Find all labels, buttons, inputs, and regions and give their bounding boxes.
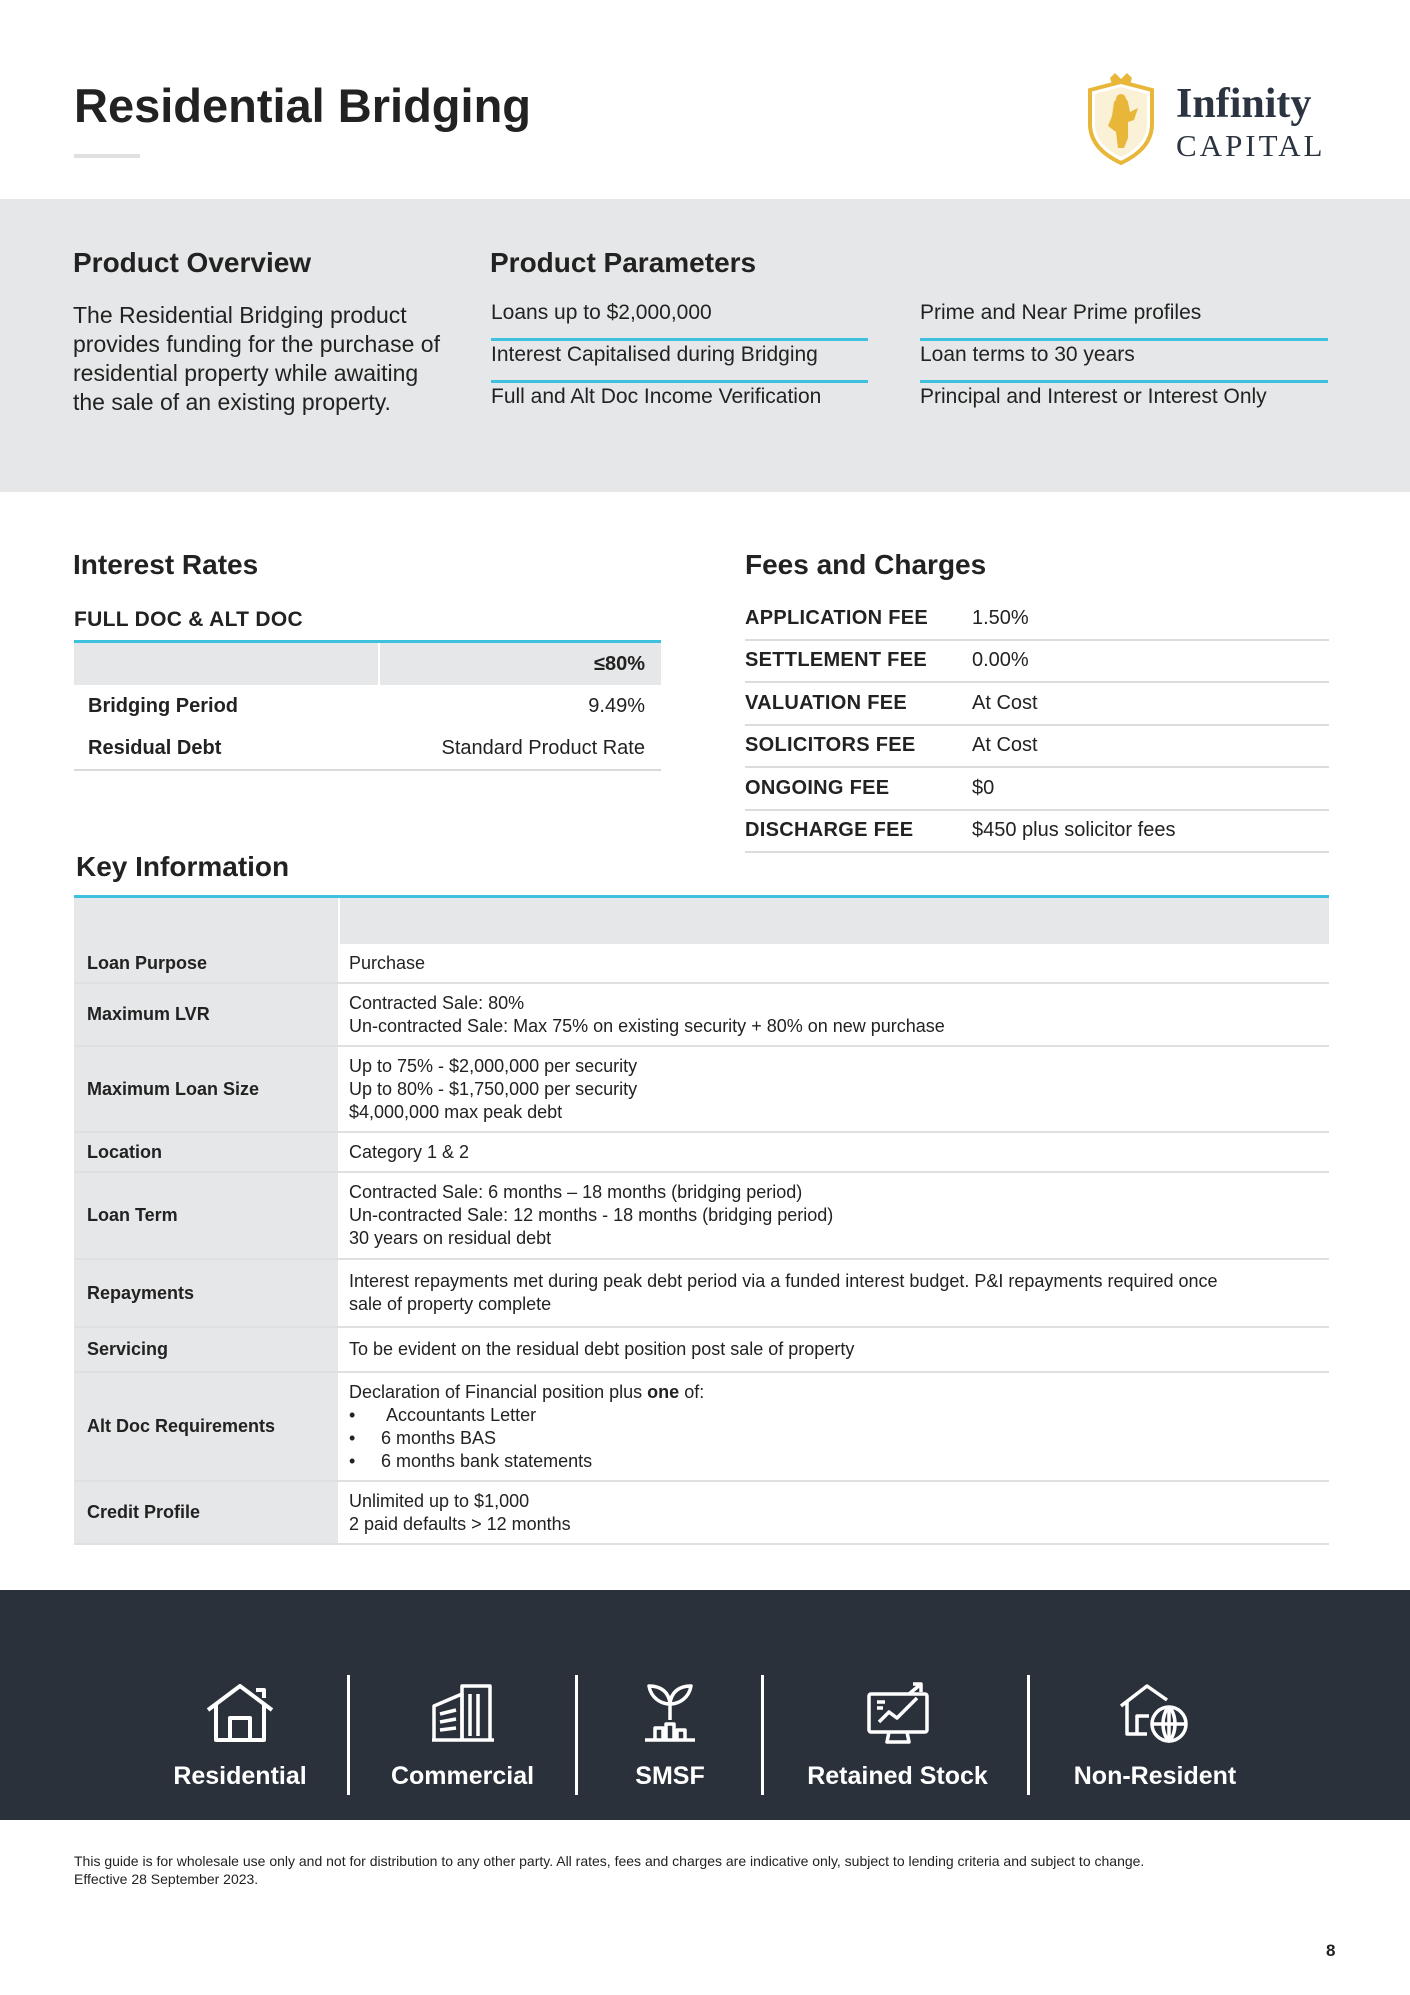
product-overview-text [73,301,459,417]
bullet-item [349,1450,1319,1473]
product-label: Non-Resident [1073,1762,1237,1790]
fee-label: SOLICITORS FEE [745,734,916,757]
fee-label: ONGOING FEE [745,776,890,799]
fee-value: At Cost [972,734,1038,757]
key-info-value [340,944,1329,982]
key-info-label: Loan Term [74,1173,340,1258]
product-residential[interactable] [150,1670,330,1795]
logo-wordmark-line1: Infinity [1176,81,1312,127]
key-info-row [74,1047,1329,1133]
product-divider [347,1675,350,1795]
key-info-value [340,1373,1329,1480]
key-info-row [74,1260,1329,1328]
fee-label: APPLICATION FEE [745,606,929,629]
overview-line: provides funding for the purchase of [73,331,440,357]
key-info-row [74,1133,1329,1173]
page-number: 8 [1326,1941,1336,1960]
fees-table [745,598,1329,853]
key-info-label: Servicing [74,1328,340,1371]
product-label: Retained Stock [807,1762,988,1790]
title-underline [74,154,140,158]
monitor-chart-icon [863,1680,933,1746]
rates-header-empty [74,643,380,685]
key-info-header-row [74,898,1329,944]
overview-line: the sale of an existing property. [73,389,391,415]
key-info-label: Maximum LVR [74,984,340,1045]
fee-label: SETTLEMENT FEE [745,649,927,672]
bullet-dot: • [349,1450,356,1471]
key-info-line: 30 years on residual debt [349,1228,552,1248]
key-info-line: 2 paid defaults > 12 months [349,1513,571,1534]
key-info-label: Location [74,1133,340,1171]
product-parameters-heading: Product Parameters [490,247,757,278]
overview-line: The Residential Bridging product [73,302,407,328]
rates-header-row [74,643,661,685]
key-info-row [74,1173,1329,1260]
product-smsf[interactable] [610,1670,730,1795]
key-info-value [340,1173,1329,1258]
disclaimer-line: Effective 28 September 2023. [74,1871,259,1887]
rates-row [74,727,661,769]
interest-rates-subheading: FULL DOC & ALT DOC [74,608,303,631]
key-info-value [340,1482,1329,1543]
parameter-item: Full and Alt Doc Income Verification [491,385,822,408]
key-info-line: Un-contracted Sale: Max 75% on existing security + 80% on new purchase [349,1015,945,1036]
key-info-line: To be evident on the residual debt position post sale of property [349,1339,855,1359]
product-non-resident[interactable] [1055,1670,1255,1795]
key-info-line: Up to 75% - $2,000,000 per security [349,1055,638,1076]
parameter-item: Interest Capitalised during Bridging [491,341,868,383]
key-info-row [74,1373,1329,1482]
bullet-text: 6 months BAS [381,1427,497,1448]
key-info-row [74,1482,1329,1545]
parameter-item: Principal and Interest or Interest Only [920,385,1267,408]
key-info-label: Maximum Loan Size [74,1047,340,1131]
interest-rates-table [74,640,661,771]
parameter-item: Prime and Near Prime profiles [920,299,1328,341]
key-info-value [340,1328,1329,1371]
bullet-item [349,1427,1319,1450]
alt-doc-intro-bold: one [647,1381,680,1402]
key-info-line: Unlimited up to $1,000 [349,1490,530,1511]
bullet-item [349,1404,1319,1427]
key-info-label: Alt Doc Requirements [74,1373,340,1480]
key-info-line: Category 1 & 2 [349,1141,470,1162]
fee-value: $450 plus solicitor fees [972,819,1176,842]
product-label: Residential [173,1762,307,1790]
building-icon [428,1680,498,1746]
key-info-line: Interest repayments met during peak debt period via a funded interest budget. P&I repayments required once [349,1271,1218,1291]
parameter-item: Loans up to $2,000,000 [491,299,868,341]
key-info-line: sale of property complete [349,1294,552,1314]
fee-row [745,598,1329,641]
rates-row-value: 9.49% [588,694,645,717]
fee-value: $0 [972,776,995,799]
fee-value: At Cost [972,691,1038,714]
bullet-dot: • [349,1404,356,1425]
product-divider [761,1675,764,1795]
rates-row-label: Bridging Period [88,694,238,717]
key-info-line: Un-contracted Sale: 12 months - 18 months (bridging period) [349,1205,834,1225]
fee-row [745,683,1329,726]
house-icon [202,1680,278,1746]
key-info-value [340,1047,1329,1131]
fee-label: VALUATION FEE [745,691,908,714]
bullet-text: Accountants Letter [386,1404,537,1425]
bullet-text: 6 months bank statements [381,1450,593,1471]
product-divider [575,1675,578,1795]
product-label: SMSF [635,1762,705,1790]
rates-row-value: Standard Product Rate [441,736,645,759]
key-info-label: Credit Profile [74,1482,340,1543]
key-info-value [340,1133,1329,1171]
fee-row [745,726,1329,769]
key-info-row [74,944,1329,984]
fees-heading: Fees and Charges [745,549,987,580]
key-info-label: Repayments [74,1260,340,1326]
table-bottom-rule [74,769,661,771]
page-title: Residential Bridging [74,79,531,132]
bullet-dot: • [349,1427,356,1448]
key-info-value [340,984,1329,1045]
disclaimer-line: This guide is for wholesale use only and not for distribution to any other party. All rates, fees and charges are indicative only, subject to lending criteria and subject to change. [74,1853,1145,1869]
key-information-heading: Key Information [76,851,290,882]
shield-logo-icon [1084,72,1158,166]
key-info-value [340,1260,1329,1326]
key-info-line: Purchase [349,952,426,973]
plant-growth-icon [637,1680,703,1746]
rates-column-header: ≤80% [593,653,645,675]
parameter-item: Loan terms to 30 years [920,341,1328,383]
key-info-line: Contracted Sale: 6 months – 18 months (bridging period) [349,1182,803,1202]
product-label: Commercial [390,1762,535,1790]
fee-value: 0.00% [972,649,1029,672]
fee-row [745,641,1329,684]
product-overview-heading: Product Overview [73,247,312,278]
fee-row [745,811,1329,854]
fee-value: 1.50% [972,606,1029,629]
rates-row-label: Residual Debt [88,736,222,759]
alt-doc-intro: Declaration of Financial position plus [349,1381,648,1402]
key-info-line: Contracted Sale: 80% [349,992,525,1013]
product-divider [1027,1675,1030,1795]
rates-row [74,685,661,727]
interest-rates-heading: Interest Rates [73,549,259,580]
key-information-table [74,895,1329,1545]
house-globe-icon [1117,1680,1193,1746]
logo-wordmark-line2: CAPITAL [1176,128,1326,163]
key-info-line: Up to 80% - $1,750,000 per security [349,1078,638,1099]
key-info-row [74,984,1329,1047]
key-info-header-cell [74,898,340,944]
product-commercial[interactable] [375,1670,550,1795]
key-info-row [74,1328,1329,1373]
key-info-line: $4,000,000 max peak debt [349,1101,563,1122]
product-retained-stock[interactable] [790,1670,1005,1795]
infinity-capital-logo [1084,72,1324,168]
overview-line: residential property while awaiting [73,360,419,386]
fee-row [745,768,1329,811]
key-info-line [349,1381,1319,1404]
disclaimer [74,1852,1334,1888]
key-info-label: Loan Purpose [74,944,340,982]
fee-label: DISCHARGE FEE [745,819,914,842]
alt-doc-intro-end: of: [679,1381,705,1402]
